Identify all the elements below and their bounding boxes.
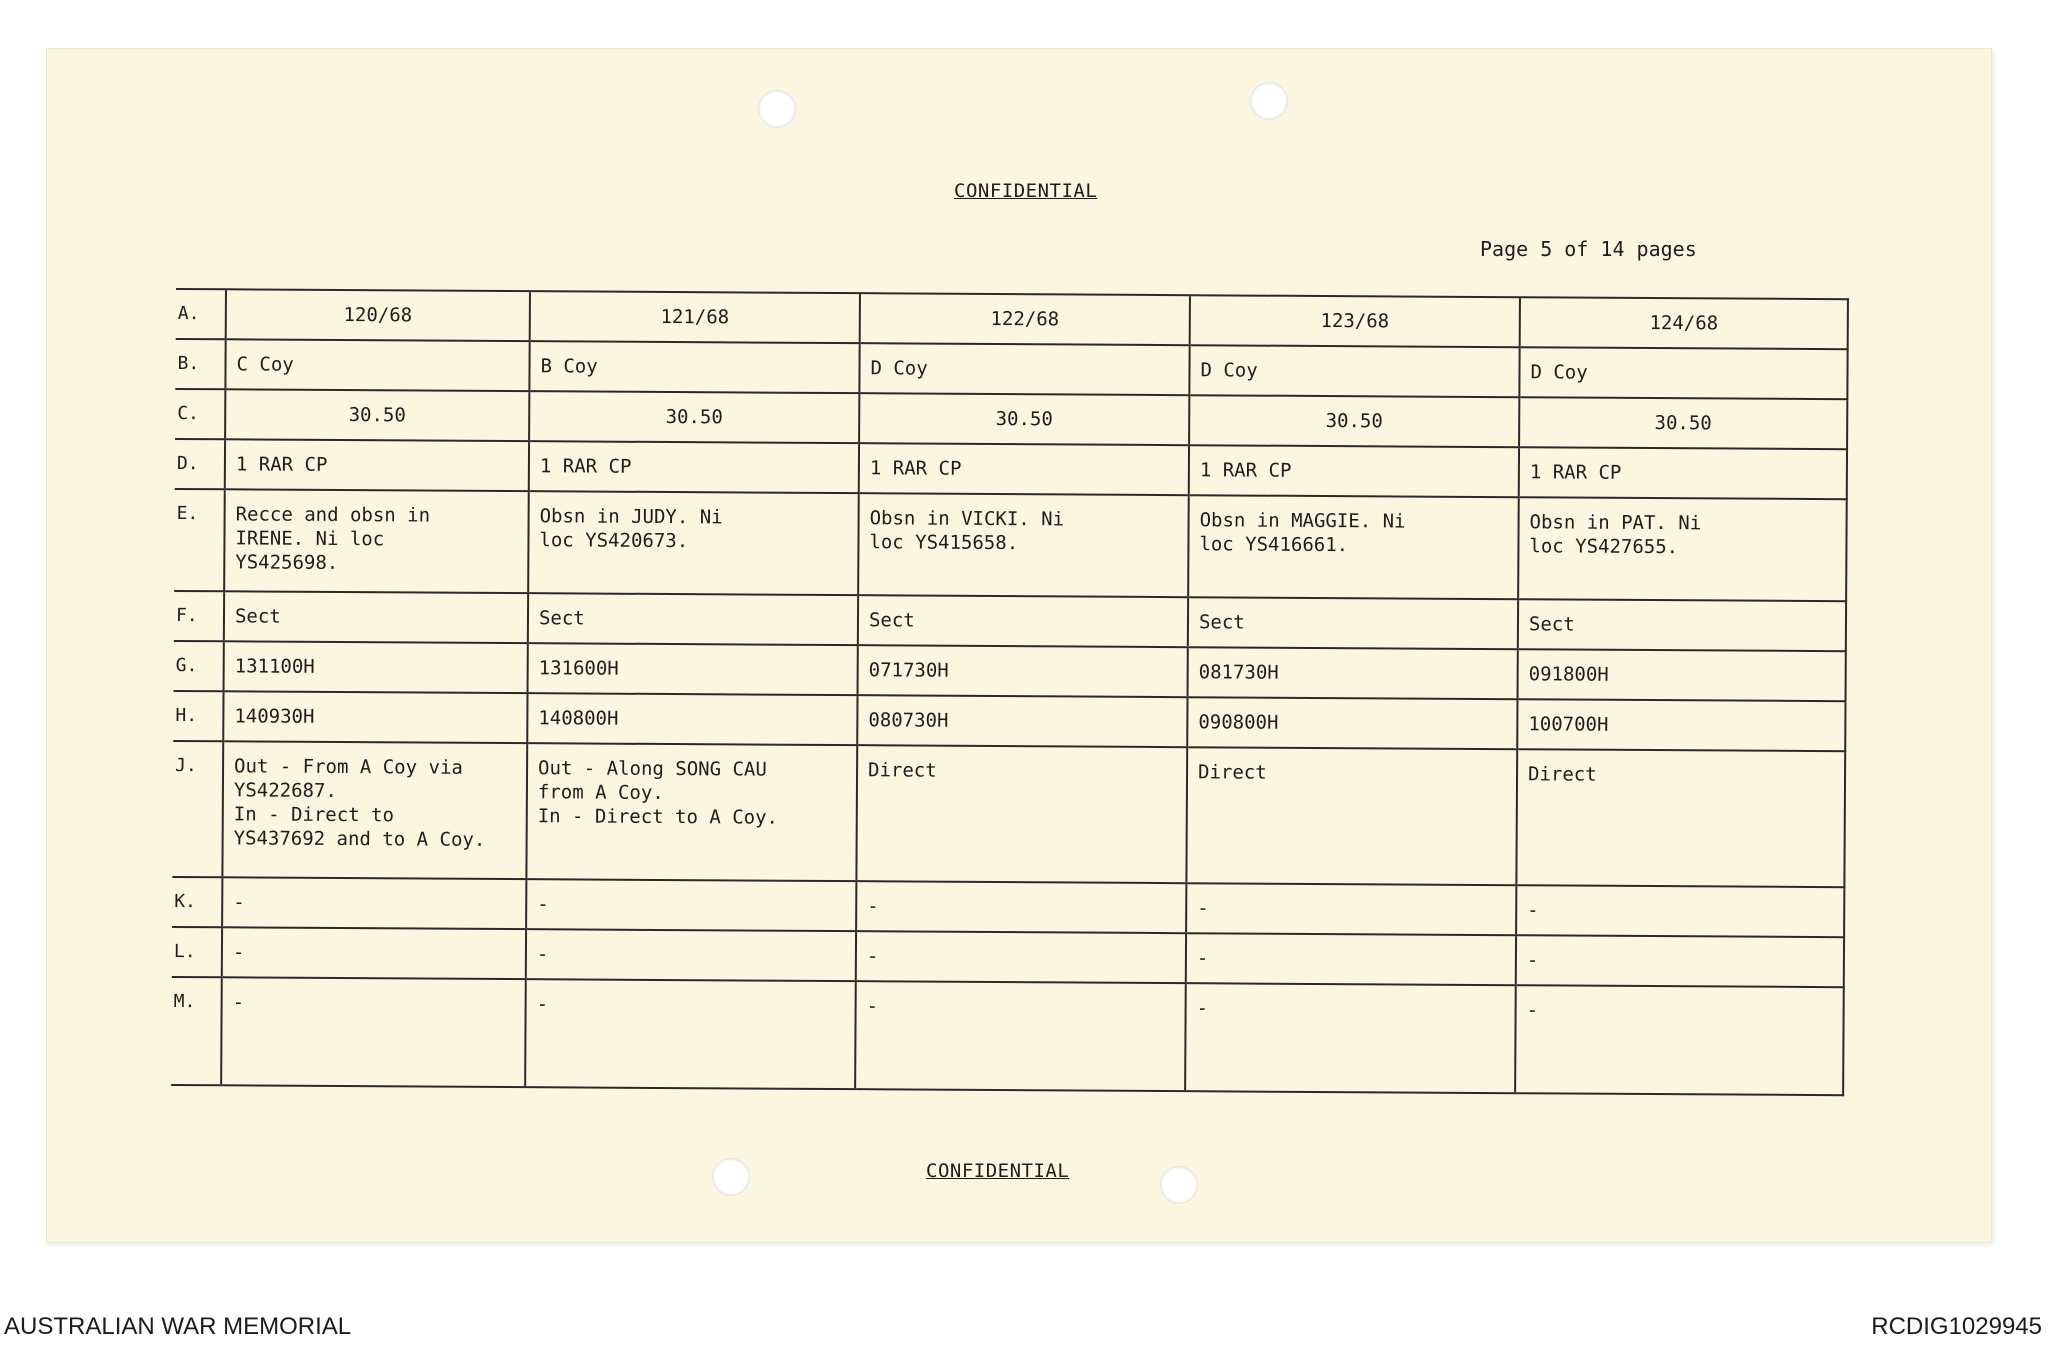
- cell: D Coy: [859, 343, 1189, 395]
- cell: 30.50: [859, 393, 1189, 445]
- cell: 120/68: [226, 289, 530, 341]
- archive-reference: RCDIG1029945: [1871, 1313, 2042, 1340]
- cell: -: [222, 877, 526, 929]
- cell: Obsn in VICKI. Ni loc YS415658.: [858, 493, 1189, 597]
- cell: Direct: [1516, 749, 1845, 887]
- cell: 1 RAR CP: [1189, 445, 1519, 497]
- punch-hole: [1160, 1166, 1198, 1204]
- cell: C Coy: [225, 339, 529, 391]
- row-label: A.: [176, 289, 226, 339]
- row-label: C.: [175, 389, 225, 439]
- cell: -: [222, 927, 526, 979]
- cell: Obsn in MAGGIE. Ni loc YS416661.: [1188, 495, 1519, 599]
- cell: 090800H: [1187, 697, 1517, 749]
- cell: Direct: [856, 745, 1187, 883]
- cell: -: [1516, 885, 1844, 937]
- cell: 123/68: [1190, 295, 1520, 347]
- form-row-j: [172, 741, 1845, 887]
- cell: 091800H: [1518, 649, 1846, 701]
- page-number: Page 5 of 14 pages: [1480, 237, 1697, 261]
- cell: 30.50: [529, 391, 859, 443]
- form-row-e: [174, 489, 1847, 601]
- cell: -: [525, 979, 856, 1089]
- row-label: F.: [174, 591, 224, 641]
- row-label: G.: [174, 641, 224, 691]
- row-label: L.: [172, 927, 222, 977]
- institution-name: AUSTRALIAN WAR MEMORIAL: [4, 1313, 352, 1340]
- cell: D Coy: [1519, 347, 1847, 399]
- punch-hole: [758, 90, 796, 128]
- cell: 140930H: [223, 691, 527, 743]
- punch-hole: [712, 1158, 750, 1196]
- cell: 100700H: [1517, 699, 1845, 751]
- cell: -: [856, 881, 1186, 933]
- row-label: M.: [171, 977, 222, 1085]
- cell: 122/68: [860, 293, 1190, 345]
- cell: 121/68: [530, 291, 860, 343]
- cell: Out - Along SONG CAU from A Coy. In - Direct to A Coy.: [526, 743, 857, 881]
- cell: Direct: [1186, 747, 1517, 885]
- header-classification: CONFIDENTIAL: [954, 180, 1098, 202]
- cell: Sect: [528, 593, 858, 645]
- row-label: B.: [175, 339, 225, 389]
- cell: -: [526, 929, 856, 981]
- row-label: J.: [172, 741, 223, 877]
- cell: Sect: [858, 595, 1188, 647]
- cell: 30.50: [1519, 397, 1847, 449]
- cell: 131100H: [224, 641, 528, 693]
- cell: 124/68: [1520, 297, 1848, 349]
- cell: -: [1516, 935, 1844, 987]
- cell: D Coy: [1189, 345, 1519, 397]
- cell: -: [856, 931, 1186, 983]
- row-label: H.: [173, 691, 223, 741]
- cell: 071730H: [858, 645, 1188, 697]
- cell: 1 RAR CP: [1519, 447, 1847, 499]
- punch-hole: [1250, 82, 1288, 120]
- cell: 140800H: [527, 693, 857, 745]
- cell: Obsn in PAT. Ni loc YS427655.: [1518, 497, 1847, 601]
- cell: -: [1185, 983, 1516, 1093]
- form-row-m: [171, 977, 1844, 1095]
- cell: 1 RAR CP: [859, 443, 1189, 495]
- cell: -: [1515, 985, 1844, 1095]
- cell: 1 RAR CP: [225, 439, 529, 491]
- cell: -: [855, 981, 1186, 1091]
- cell: -: [526, 879, 856, 931]
- cell: 30.50: [1189, 395, 1519, 447]
- row-label: D.: [175, 439, 225, 489]
- cell: 1 RAR CP: [529, 441, 859, 493]
- row-label: K.: [172, 877, 222, 927]
- cell: 080730H: [857, 695, 1187, 747]
- cell: -: [221, 977, 526, 1087]
- footer-classification: CONFIDENTIAL: [926, 1160, 1070, 1182]
- operations-form-table: [171, 288, 1848, 1096]
- row-label: E.: [174, 489, 225, 591]
- cell: Recce and obsn in IRENE. Ni loc YS425698.: [224, 489, 529, 593]
- cell: -: [1186, 883, 1516, 935]
- cell: Sect: [1518, 599, 1846, 651]
- cell: Sect: [1188, 597, 1518, 649]
- cell: 081730H: [1188, 647, 1518, 699]
- cell: Out - From A Coy via YS422687. In - Direct to YS437692 and to A Coy.: [222, 741, 527, 879]
- cell: B Coy: [529, 341, 859, 393]
- cell: Obsn in JUDY. Ni loc YS420673.: [528, 491, 859, 595]
- cell: 131600H: [528, 643, 858, 695]
- cell: Sect: [224, 591, 528, 643]
- cell: -: [1186, 933, 1516, 985]
- cell: 30.50: [225, 389, 529, 441]
